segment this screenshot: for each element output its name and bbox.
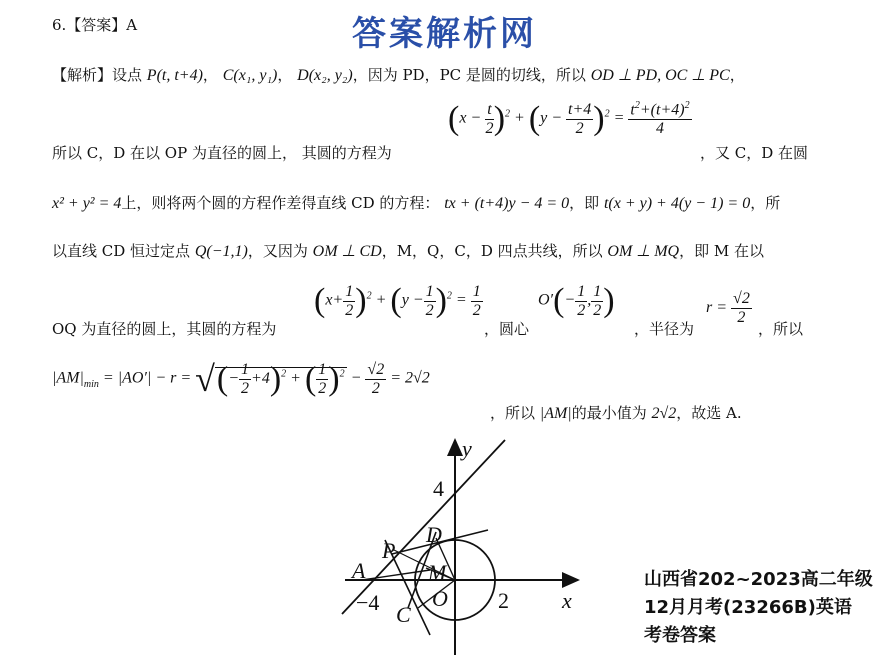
circle-oq-equation: (x+ $\frac{1}{2}$ )$^2$ + (y − $\frac{1}{2}$ )$^2$ = $\frac{1}{2}$ — [314, 282, 481, 319]
point-d: D(x₂, y₂) — [297, 67, 353, 84]
radius-value: r = $\frac{√2}{2}$ — [706, 290, 750, 326]
center-label: ，圆心 — [484, 320, 530, 338]
line6-mid2: 的最小值为 — [571, 404, 647, 422]
geometry-figure — [330, 430, 590, 662]
circle-o-equation: x² + y² = 4 — [52, 195, 122, 212]
perp-relation-1: OD ⊥ PD, OC ⊥ PC — [590, 67, 730, 84]
line1-prefix: 【解析】设点 — [52, 66, 143, 84]
label-neg4: −4 — [356, 590, 380, 615]
solution-line-5-prefix: OQ 为直径的圆上，其圆的方程为 — [52, 320, 277, 338]
min-value: 2√2 — [651, 405, 677, 422]
line6-suffix: ，故选 A. — [676, 404, 742, 422]
perp-relation-2: OM ⊥ CD — [312, 243, 382, 260]
label-y: y — [462, 436, 472, 461]
label-2: 2 — [498, 588, 509, 613]
center-o-prime: O′(− $\frac{1}{2}$ , $\frac{1}{2}$ ) — [538, 282, 615, 319]
line3-mid: 上，则将两个圆的方程作差得直线 CD 的方程： — [121, 194, 440, 212]
line4-mid: ，又因为 — [247, 242, 308, 260]
solution-line-2-suffix: ，又 C，D 在圆 — [700, 144, 809, 162]
line3-suffix: ，所 — [750, 194, 781, 212]
side-note-line-3: 考卷答案 — [644, 625, 716, 646]
label-o: O — [432, 586, 448, 611]
solution-line-6-tail — [490, 402, 742, 423]
line4-suffix: ，即 M 在以 — [679, 242, 765, 260]
label-m: M — [428, 560, 447, 585]
label-4: 4 — [433, 476, 444, 501]
side-note-line-1: 山西省202~2023高二年级 — [644, 569, 873, 590]
line4-mid2: ，M，Q，C，D 四点共线，所以 — [381, 242, 603, 260]
line1-mid: ，因为 PD，PC 是圆的切线，所以 — [352, 66, 586, 84]
solution-line-2-prefix: 所以 C，D 在以 OP 为直径的圆上， 其圆的方程为 — [52, 144, 392, 162]
watermark: 答案解析网 — [352, 14, 537, 54]
fixed-point-q: Q(−1,1) — [194, 243, 248, 260]
solution-line-1: 【解析】设点 P(t, t+4)， C(x₁, y₁)， D(x₂, y₂)，因为 PD，PC 是圆的切线，所以 OD ⊥ PD, OC ⊥ PC， — [52, 66, 745, 84]
answer-line: 6.【答案】A — [52, 16, 138, 34]
circle-op-equation: (x − $\frac{t}{2}$ )$^2$ + (y − $\frac{t+4}{2}$ )$^2$ = $\frac{t^2+(t+4)^2}{4}$ — [448, 100, 690, 138]
am-min-equation: $|AM|_{min} = |AO'| - r$ = √(− $\frac{1}{2}$ +4)$^2$ + ( $\frac{1}{2}$ )$^2$ − $\frac{√2}{2}$ = 2√2 — [52, 359, 430, 399]
line-cd-equation: tx + (t+4)y − 4 = 0 — [444, 195, 570, 212]
radius-label: ，半径为 — [634, 320, 695, 338]
solution-line-5-suffix: ，所以 — [758, 320, 804, 338]
line4-prefix: 以直线 CD 恒过定点 — [52, 242, 191, 260]
line-cd-rearranged: t(x + y) + 4(y − 1) = 0 — [603, 195, 751, 212]
line6-mid: ，所以 — [490, 404, 536, 422]
perp-relation-3: OM ⊥ MQ — [607, 243, 680, 260]
solution-line-3 — [52, 192, 780, 213]
label-a: A — [352, 558, 366, 583]
point-c: C(x₁, y₁) — [222, 67, 278, 84]
label-p: P — [382, 538, 396, 563]
line3-ji: ，即 — [569, 194, 600, 212]
point-p: P(t, t+4) — [146, 67, 203, 84]
side-note-line-2: 12月月考(23266B)英语 — [644, 597, 852, 618]
line-pa — [342, 440, 505, 614]
label-x: x — [562, 588, 572, 613]
label-c: C — [396, 602, 411, 627]
solution-line-4 — [52, 240, 764, 261]
label-d: D — [426, 522, 442, 547]
side-note — [644, 566, 873, 650]
am-abs: |AM| — [539, 405, 572, 422]
